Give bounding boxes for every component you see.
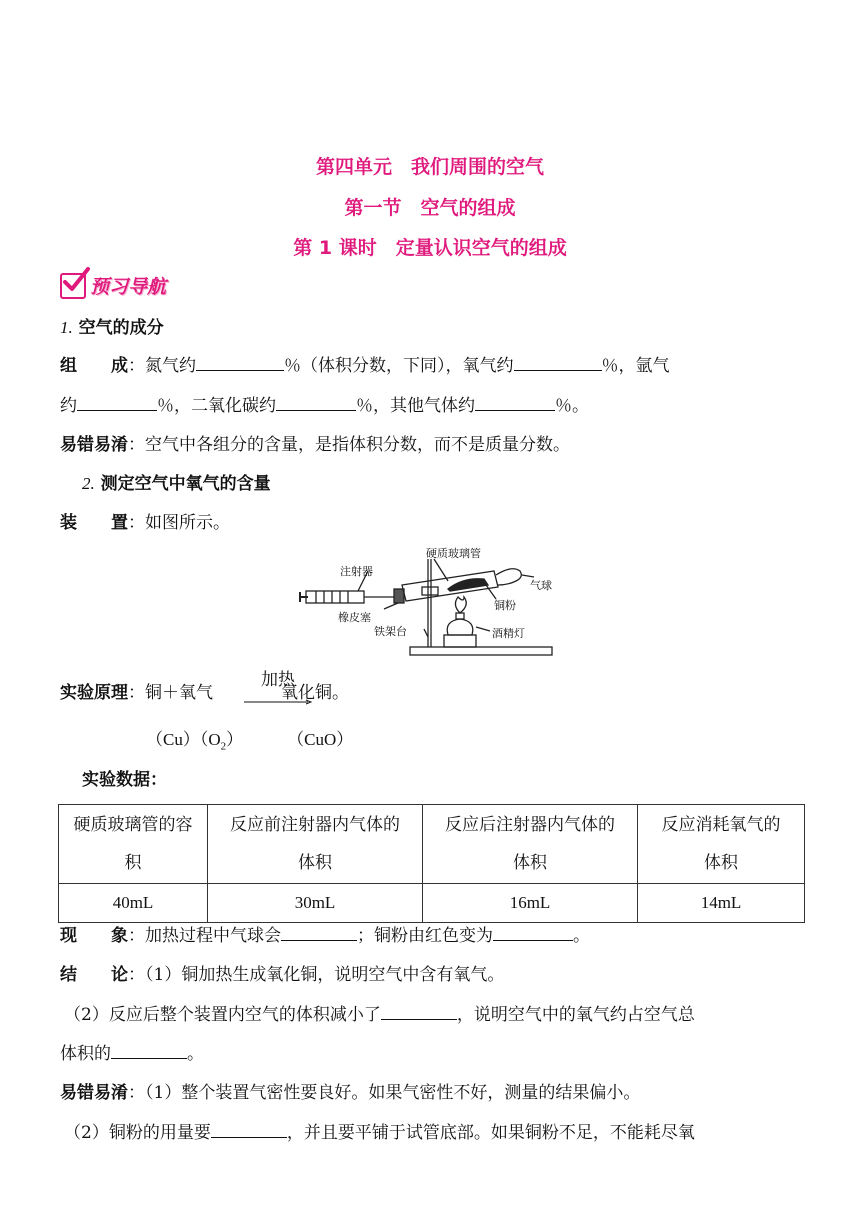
conclusion-line3 bbox=[60, 1040, 204, 1067]
label-lamp: 酒精灯 bbox=[492, 627, 525, 640]
conclusion-text-2d: 。 bbox=[187, 1044, 204, 1064]
blank-other-gases[interactable] bbox=[475, 392, 555, 411]
balloon bbox=[496, 569, 521, 585]
data-label: 实验数据： bbox=[82, 770, 167, 790]
section1-heading-text: 空气的成分 bbox=[72, 318, 164, 338]
formula-cuo: （CuO） bbox=[287, 730, 354, 749]
composition-text-a: ：氮气约 bbox=[128, 356, 196, 376]
table-header-cell: 硬质玻璃管的容 积 bbox=[59, 805, 208, 884]
section2-heading bbox=[82, 471, 271, 497]
principle-text-b: 氧化铜。 bbox=[281, 683, 349, 703]
phenomenon-line bbox=[60, 922, 590, 949]
composition-text-e: ％，二氧化碳约 bbox=[157, 396, 276, 416]
error-text-3a: （2）铜粉的用量要 bbox=[64, 1123, 211, 1143]
preview-guide-badge bbox=[60, 272, 166, 299]
conclusion-text-2c: 体积的 bbox=[60, 1044, 111, 1064]
rubber-stopper bbox=[394, 589, 404, 603]
conclusion-line2 bbox=[64, 1001, 695, 1028]
error-label-2: 易错易淆 bbox=[60, 1083, 128, 1103]
conclusion-text-2a: （2）反应后整个装置内空气的体积减小了 bbox=[64, 1005, 381, 1025]
phenomenon-text-c: 。 bbox=[573, 926, 590, 946]
phenomenon-label: 现 象 bbox=[60, 926, 128, 946]
checkbox-check-icon bbox=[60, 273, 86, 299]
blank-oxygen-fraction[interactable] bbox=[111, 1040, 187, 1059]
conclusion-text-2b: ，说明空气中的氧气约占空气总 bbox=[456, 1005, 695, 1025]
error-text-1: ：空气中各组分的含量，是指体积分数，而不是质量分数。 bbox=[128, 435, 570, 455]
section2-number: 2. bbox=[82, 474, 95, 493]
section-title: 第一节 空气的组成 bbox=[344, 197, 516, 219]
table-header-cell: 反应后注射器内气体的 体积 bbox=[423, 805, 638, 884]
table-header-cell: 反应前注射器内气体的 体积 bbox=[208, 805, 423, 884]
principle-text-a: ：铜＋氧气 bbox=[128, 683, 213, 703]
formula-line bbox=[146, 727, 353, 759]
conclusion-text-1: ：（1）铜加热生成氧化铜，说明空气中含有氧气。 bbox=[128, 965, 505, 985]
stand-clamp bbox=[422, 587, 438, 595]
apparatus-line bbox=[60, 510, 230, 536]
table-header-row bbox=[59, 805, 805, 884]
table-cell: 30mL bbox=[208, 884, 423, 923]
unit-title: 第四单元 我们周围的空气 bbox=[315, 156, 544, 178]
blank-balloon-change[interactable] bbox=[281, 922, 357, 941]
apparatus-label: 装 置 bbox=[60, 513, 128, 533]
label-stand: 铁架台 bbox=[374, 625, 407, 638]
conclusion-line1 bbox=[60, 962, 504, 988]
label-copper: 铜粉 bbox=[494, 599, 516, 612]
composition-text-f: ％，其他气体约 bbox=[356, 396, 475, 416]
composition-line2 bbox=[60, 392, 589, 419]
section1-heading bbox=[60, 315, 164, 341]
table-cell: 16mL bbox=[423, 884, 638, 923]
blank-copper-color[interactable] bbox=[493, 922, 573, 941]
composition-text-b: ％（体积分数，下同），氧气约 bbox=[284, 356, 514, 376]
table-cell: 40mL bbox=[59, 884, 208, 923]
blank-nitrogen[interactable] bbox=[196, 352, 284, 371]
blank-argon[interactable] bbox=[77, 392, 157, 411]
blank-co2[interactable] bbox=[276, 392, 356, 411]
composition-text-d: 约 bbox=[60, 396, 77, 416]
error-note-1 bbox=[60, 432, 570, 458]
stand-base bbox=[410, 647, 552, 655]
blank-copper-amount[interactable] bbox=[211, 1119, 287, 1138]
blank-oxygen[interactable] bbox=[514, 352, 602, 371]
principle-label: 实验原理 bbox=[60, 683, 128, 703]
blank-volume-reduced[interactable] bbox=[381, 1001, 457, 1020]
experiment-data-table bbox=[58, 804, 805, 923]
composition-text-c: ％，氩气 bbox=[601, 356, 670, 376]
composition-text-g: ％。 bbox=[555, 396, 589, 416]
section2-heading-text: 测定空气中氧气的含量 bbox=[94, 474, 271, 494]
label-glass-tube: 硬质玻璃管 bbox=[426, 547, 481, 560]
table-row bbox=[59, 884, 805, 923]
alcohol-lamp bbox=[447, 619, 473, 635]
apparatus-diagram bbox=[298, 547, 562, 663]
table-header-cell: 反应消耗氧气的 体积 bbox=[638, 805, 805, 884]
formula-o2: $(O_2)$ bbox=[199, 730, 244, 753]
error-text-3b: ，并且要平铺于试管底部。如果铜粉不足，不能耗尽氧 bbox=[286, 1123, 695, 1143]
label-stopper: 橡皮塞 bbox=[338, 611, 371, 624]
composition-line1 bbox=[60, 352, 670, 379]
phenomenon-text-b: ；铜粉由红色变为 bbox=[357, 926, 493, 946]
error-note-3 bbox=[64, 1119, 695, 1146]
lamp-flame bbox=[455, 597, 466, 613]
error-text-2: ：（1）整个装置气密性要良好。如果气密性不好，测量的结果偏小。 bbox=[128, 1083, 641, 1103]
table-cell: 14mL bbox=[638, 884, 805, 923]
error-label-1: 易错易淆 bbox=[60, 435, 128, 455]
formula-cu: （Cu） bbox=[146, 730, 200, 749]
label-syringe: 注射器 bbox=[340, 565, 373, 578]
badge-label: 预习导航 bbox=[90, 276, 167, 298]
composition-label: 组 成 bbox=[60, 356, 128, 376]
conclusion-label: 结 论 bbox=[60, 965, 128, 985]
error-note-2 bbox=[60, 1080, 640, 1106]
reaction-condition: 加热 bbox=[261, 670, 295, 690]
apparatus-text: ：如图所示。 bbox=[128, 513, 230, 533]
label-balloon: 气球 bbox=[530, 579, 552, 592]
syringe-barrel bbox=[306, 591, 364, 603]
lesson-title: 第 1 课时 定量认识空气的组成 bbox=[293, 237, 567, 259]
reaction-arrow bbox=[244, 670, 312, 706]
phenomenon-text-a: ：加热过程中气球会 bbox=[128, 926, 281, 946]
section1-number: 1. bbox=[60, 318, 73, 337]
